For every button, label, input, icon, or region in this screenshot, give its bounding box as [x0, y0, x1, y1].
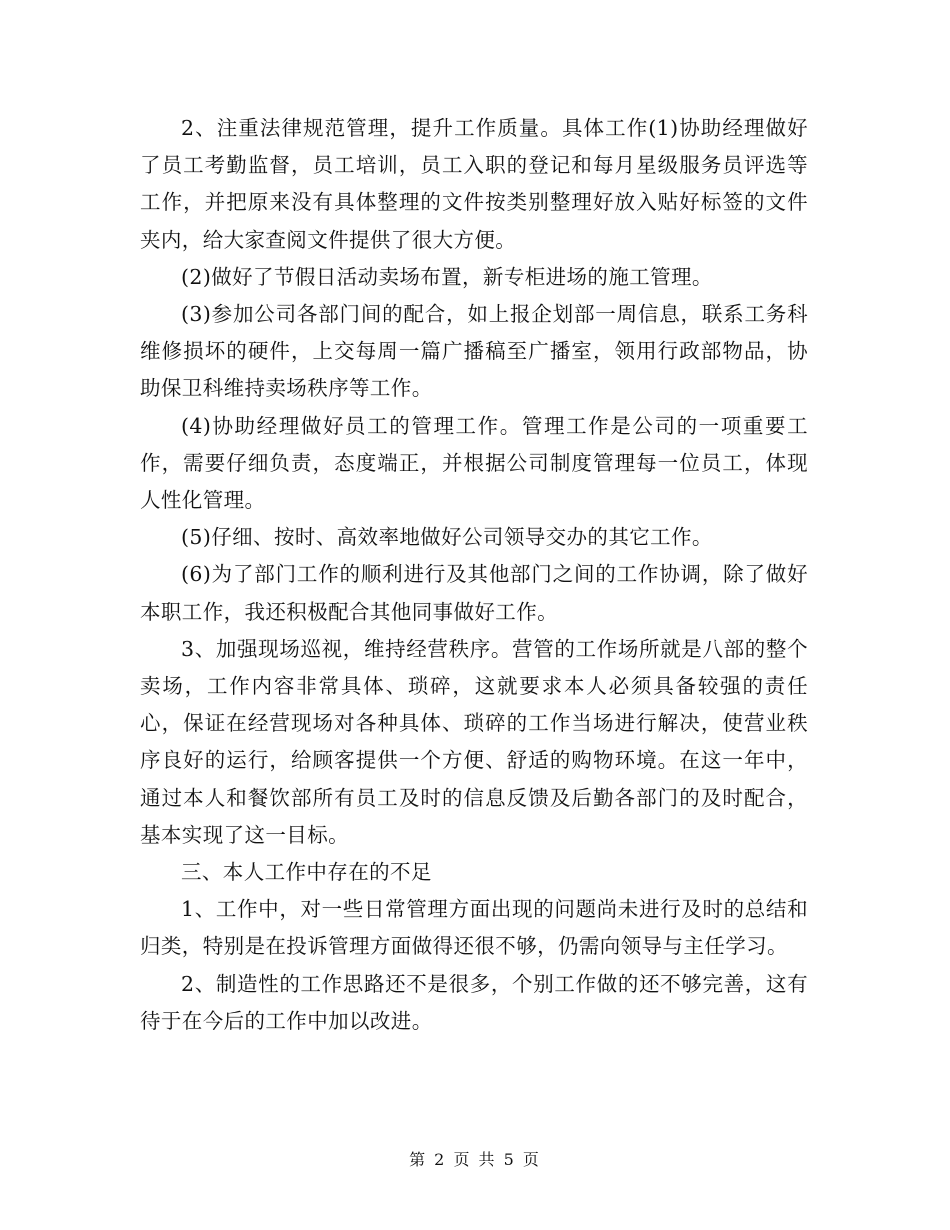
paragraph-legal-management: 2、注重法律规范管理，提升工作质量。具体工作(1)协助经理做好了员工考勤监督，员工培训，员工入职的登记和每月星级服务员评选等工作，并把原来没有具体整理的文件按类别整理好放入贴好标签的文件夹内，给大家查阅文件提供了很大方便。 — [140, 116, 808, 252]
paragraph-shortcoming-1: 1、工作中，对一些日常管理方面出现的问题尚未进行及时的总结和归类，特别是在投诉管理方面做得还很不够，仍需向领导与主任学习。 — [140, 897, 808, 959]
paragraph-staff-management: (4)协助经理做好员工的管理工作。管理工作是公司的一项重要工作，需要仔细负责，态度端正，并根据公司制度管理每一位员工，体现人性化管理。 — [140, 413, 808, 513]
page-number-footer: 第 2 页 共 5 页 — [409, 1150, 541, 1169]
document-body — [140, 110, 808, 1040]
paragraph-work-coordination: (6)为了部门工作的顺利进行及其他部门之间的工作协调，除了做好本职工作，我还积极配合其他同事做好工作。 — [140, 562, 808, 624]
paragraph-shortcoming-2: 2、制造性的工作思路还不是很多，个别工作做的还不够完善，这有待于在今后的工作中加以改进。 — [140, 971, 808, 1033]
paragraph-holiday-layout: (2)做好了节假日活动卖场布置，新专柜进场的施工管理。 — [181, 264, 713, 289]
paragraph-assigned-tasks: (5)仔细、按时、高效率地做好公司领导交办的其它工作。 — [181, 525, 713, 550]
paragraph-site-inspection: 3、加强现场巡视，维持经营秩序。营管的工作场所就是八部的整个卖场，工作内容非常具体、琐碎，这就要求本人必须具备较强的责任心，保证在经营现场对各种具体、琐碎的工作当场进行解决，使营业秩序良好的运行，给顾客提供一个方便、舒适的购物环境。在这一年中，通过本人和餐饮部所有员工及时的信息反馈及后勤各部门的及时配合，基本实现了这一目标。 — [140, 636, 808, 847]
paragraph-department-cooperation: (3)参加公司各部门间的配合，如上报企划部一周信息，联系工务科维修损坏的硬件，上交每周一篇广播稿至广播室，领用行政部物品，协助保卫科维持卖场秩序等工作。 — [140, 302, 808, 401]
section-heading-shortcomings: 三、本人工作中存在的不足 — [181, 860, 432, 885]
